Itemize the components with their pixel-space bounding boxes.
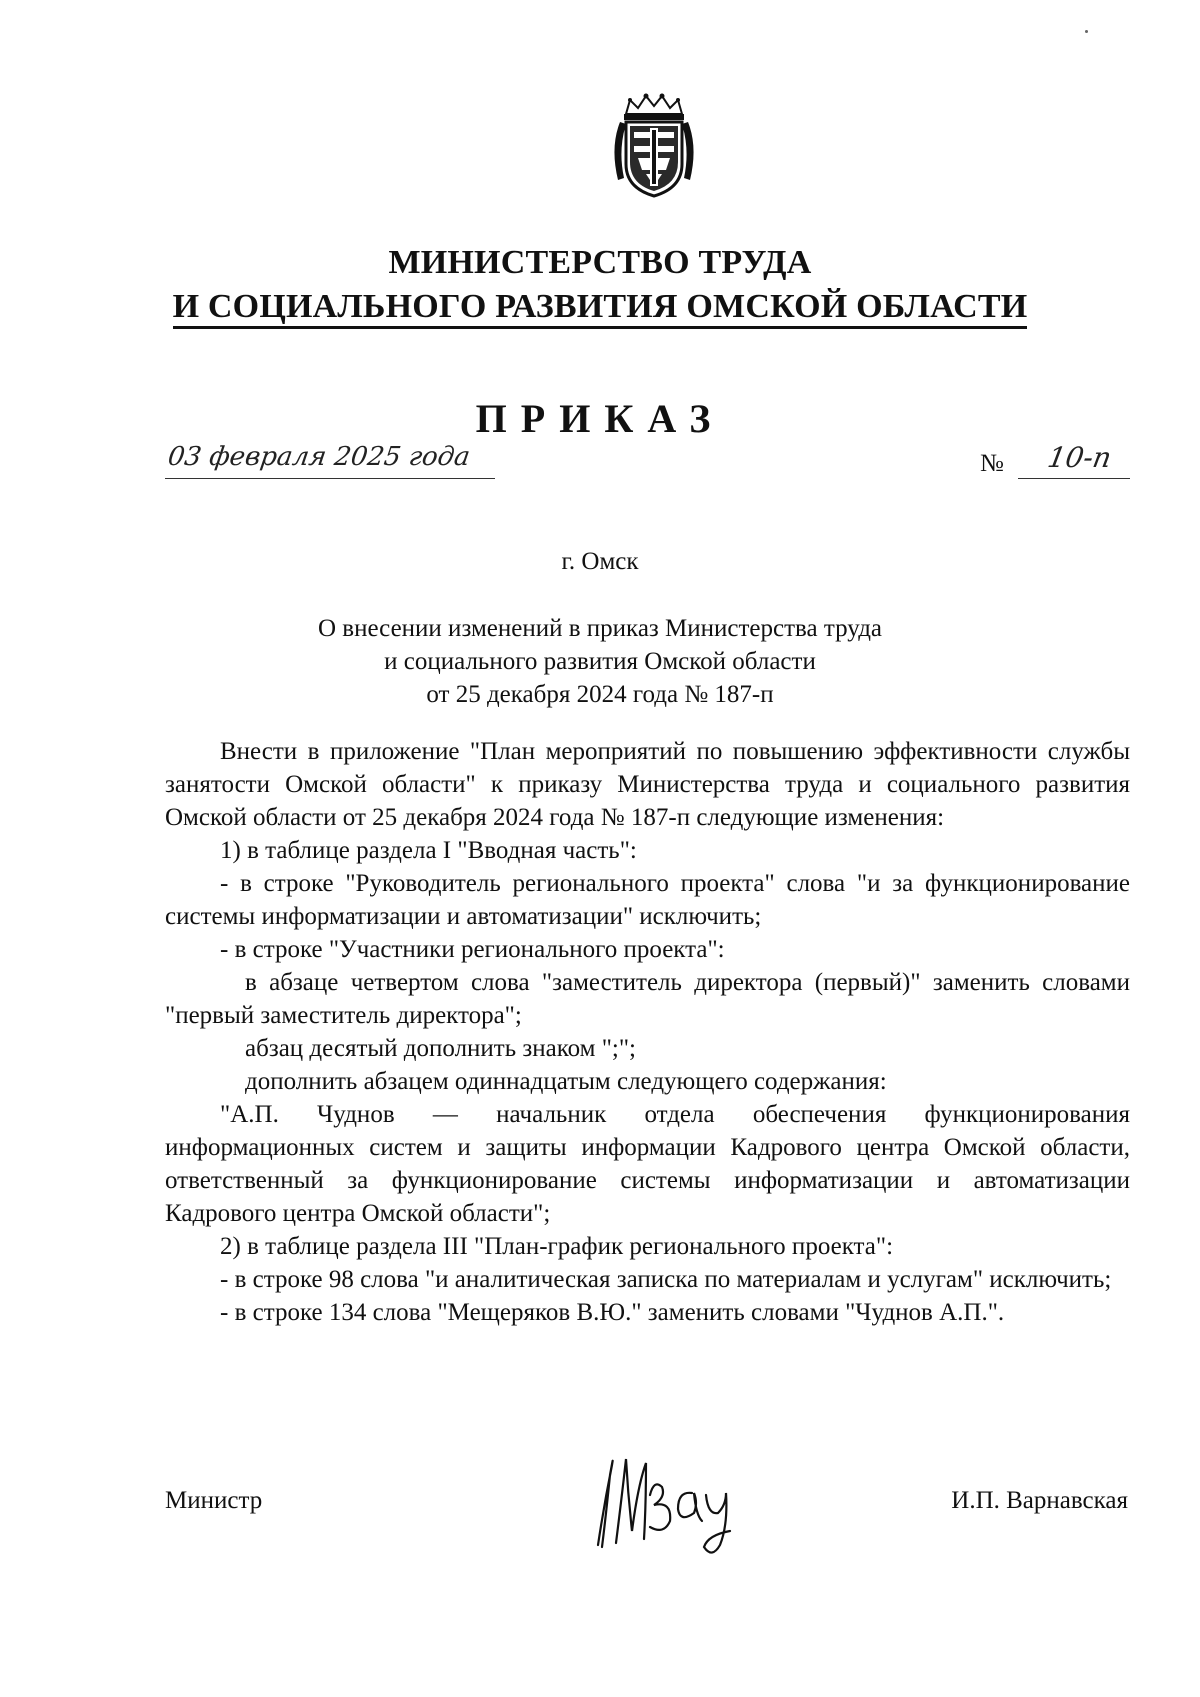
document-body — [165, 735, 1130, 1329]
number-underline — [1018, 478, 1130, 479]
body-paragraph: "А.П. Чуднов — начальник отдела обеспечения функционирования информационных систем и защиты информации Кадрового центра Омской области, ответственный за функционирование системы информатизации и автоматизации Кадрового центра Омской области"; — [165, 1101, 1130, 1227]
body-paragraph: Внести в приложение "План мероприятий по повышению эффективности службы занятости Омской области" к приказу Министерства труда и социального развития Омской области от 25 декабря 2024 года № 187-п следующие изменения: — [165, 738, 1130, 831]
body-paragraph: в абзаце четвертом слова "заместитель директора (первый)" заменить словами "первый заместитель директора"; — [165, 969, 1130, 1029]
document-type-title: ПРИКАЗ — [475, 396, 725, 441]
body-paragraph: - в строке 134 слова "Мещеряков В.Ю." заменить словами "Чуднов А.П.". — [220, 1299, 1005, 1326]
subject-line1: О внесении изменений в приказ Министерства труда — [317, 615, 883, 642]
coat-of-arms-icon — [604, 92, 704, 200]
body-paragraph: дополнить абзацем одиннадцатым следующего содержания: — [245, 1068, 887, 1095]
city: г. Омск — [561, 548, 639, 575]
body-paragraph: - в строке "Руководитель регионального проекта" слова "и за функционирование системы информатизации и автоматизации" исключить; — [165, 870, 1130, 930]
signatory-position: Министр — [165, 1487, 263, 1514]
date-underline — [165, 478, 495, 479]
handwritten-signature-icon — [580, 1435, 750, 1565]
body-paragraph: абзац десятый дополнить знаком ";"; — [245, 1035, 637, 1062]
ministry-title-line2 — [0, 288, 1200, 326]
handwritten-number: 10-п — [1045, 441, 1115, 474]
body-paragraph: 2) в таблице раздела III "План-график регионального проекта": — [220, 1233, 894, 1260]
document-subject — [0, 612, 1200, 711]
body-paragraph: - в строке 98 слова "и аналитическая записка по материалам и услугам" исключить; — [220, 1266, 1112, 1293]
body-paragraph: 1) в таблице раздела I "Вводная часть": — [220, 837, 637, 864]
ministry-title-line2-text: И СОЦИАЛЬНОГО РАЗВИТИЯ ОМСКОЙ ОБЛАСТИ — [173, 288, 1028, 329]
ministry-title-line1: МИНИСТЕРСТВО ТРУДА — [388, 244, 812, 281]
number-label: № — [980, 450, 1004, 477]
signatory-name: И.П. Варнавская — [951, 1487, 1128, 1514]
body-paragraph: - в строке "Участники регионального проекта": — [220, 936, 725, 963]
subject-line3: от 25 декабря 2024 года № 187-п — [426, 681, 774, 708]
scan-speck — [1085, 30, 1088, 33]
handwritten-date: 03 февраля 2025 года — [166, 442, 472, 472]
subject-line2: и социального развития Омской области — [384, 648, 816, 675]
